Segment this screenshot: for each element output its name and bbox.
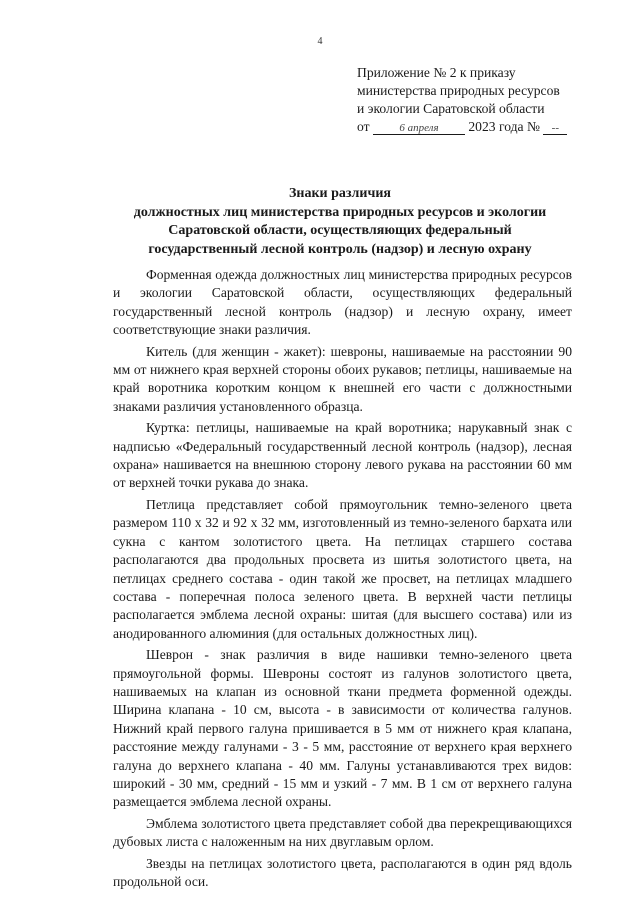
appendix-handwritten-number: -- — [543, 122, 567, 135]
title-line-2: должностных лиц министерства природных ресурсов и экологии — [133, 204, 547, 220]
appendix-year-number-label: 2023 года № — [468, 119, 540, 134]
appendix-line-3: и экологии Саратовской области — [357, 101, 545, 116]
title-line-1: Знаки различия — [289, 186, 391, 201]
appendix-handwritten-date: 6 апреля — [373, 122, 465, 135]
paragraph-collar-tab: Петлица представляет собой прямоугольник темно-зеленого цвета размером 110 х 32 и 92 х 32 мм, изготовленный из темно-зеленого бархата или сукна с кантом золотистого цвета. На петлицах старшего состава располагаются два продольных просвета из шитья золотистого цвета, на петлицах среднего состава - один такой же просвет, на петлицах младшего состава - поперечная полоса зеленого цвета. В верхней части петлицы располагается эмблема лесной охраны: шитая (для высшего состава) или из анодированного алюминия (для остальных должностных лиц). — [113, 496, 572, 641]
appendix-header — [357, 64, 607, 136]
page-number: 4 — [317, 36, 323, 47]
paragraph-emblem: Эмблема золотистого цвета представляет собой два перекрещивающихся дубовых листа с наложенным на них двуглавым орлом. — [113, 815, 572, 850]
title-line-3: Саратовской области, осуществляющих федеральный — [168, 223, 512, 238]
document-body — [113, 266, 572, 894]
paragraph-uniform-intro: Форменная одежда должностных лиц министерства природных ресурсов и экологии Саратовской области, осуществляющих федеральный государственный лесной контроль (надзор) и лесную охрану, имеет соответствующие знаки различия. — [113, 267, 572, 338]
appendix-line-1: Приложение № 2 к приказу — [357, 65, 516, 80]
appendix-line-2: министерства природных ресурсов — [357, 83, 560, 98]
paragraph-coat: Куртка: петлицы, нашиваемые на край воротника; нарукавный знак с надписью «Федеральный государственный лесной контроль (надзор), лесная охрана» нашивается на внешнюю сторону левого рукава на расстоянии 60 мм от верхней точки рукава до знака. — [113, 420, 572, 491]
title-line-4: государственный лесной контроль (надзор) и лесную охрану — [148, 241, 532, 257]
document-title — [70, 185, 610, 259]
paragraph-stars: Звезды на петлицах золотистого цвета, располагаются в один ряд вдоль продольной оси. — [113, 855, 572, 889]
paragraph-chevron: Шеврон - знак различия в виде нашивки темно-зеленого цвета прямоугольной формы. Шевроны состоят из галунов золотистого цвета, нашиваемых на клапан из основной ткани предмета форменной одежды. Ширина клапана - 10 см, высота - в зависимости от количества галунов. Нижний край первого галуна пришивается в 5 мм от нижнего края клапана, расстояние между галунами - 3 - 5 мм, расстояние от верхнего края верхнего галуна до верхнего клапана - 40 мм. Галуны устанавливаются трех видов: широкий - 30 мм, средний - 15 мм и узкий - 7 мм. В 1 см от верхнего галуна размещается эмблема лесной охраны. — [113, 647, 572, 810]
paragraph-jacket: Китель (для женщин - жакет): шевроны, нашиваемые на расстоянии 90 мм от нижнего края верхней стороны обоих рукавов; петлицы, нашиваемые на край воротника коротким концом к внешней его части с должностными знаками различия установленного образца. — [113, 343, 572, 414]
appendix-line-4 — [357, 118, 607, 136]
appendix-date-prefix: от — [357, 119, 370, 134]
